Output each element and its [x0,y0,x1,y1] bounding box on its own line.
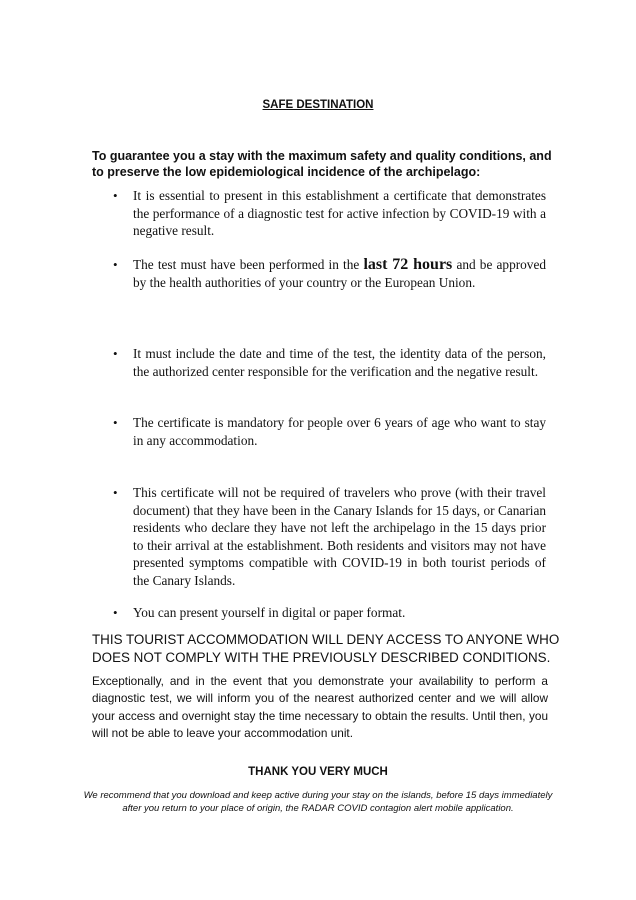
bullet-text: It must include the date and time of the test, the identity data of the person, the authorized center responsible for the verification and the negative result. [133,346,546,379]
bullet-icon: • [113,257,118,272]
document-title: SAFE DESTINATION [262,99,374,111]
bullet-item [113,604,546,622]
bullet-text-start: The test must have been performed in the [133,257,364,272]
bullet-icon: • [113,346,118,361]
bullet-text: It is essential to present in this establishment a certificate that demonstrates the performance of a diagnostic test for active infection by COVID-19 with a negative result. [133,188,546,238]
recommendation-note: We recommend that you download and keep active during your stay on the islands, before 15 days immediately after you return to your place of origin, the RADAR COVID contagion alert mobile application. [83,790,553,814]
bullet-icon: • [113,485,118,500]
exception-paragraph: Exceptionally, and in the event that you demonstrate your availability to perform a diagnostic test, we will inform you of the nearest authorized center and we will allow your access and overnight stay the time necessary to obtain the results. Until then, you will not be able to leave your accommodation unit. [92,674,548,740]
thank-you-heading: THANK YOU VERY MUCH [248,766,388,778]
bullet-item [113,187,546,240]
highlight-72-hours: last 72 hours [363,256,453,273]
bullet-text: You can present yourself in digital or paper format. [133,605,406,620]
bullet-icon: • [113,605,118,620]
intro-paragraph: To guarantee you a stay with the maximum safety and quality conditions, and to preserve the low epidemiological incidence of the archipelago: [92,149,552,179]
bullet-item [113,256,546,291]
warning-notice: THIS TOURIST ACCOMMODATION WILL DENY ACCESS TO ANYONE WHO DOES NOT COMPLY WITH THE PREVIOUSLY DESCRIBED CONDITIONS. [92,632,560,665]
bullet-icon: • [113,188,118,203]
bullet-text: The certificate is mandatory for people over 6 years of age who want to stay in any accommodation. [133,415,546,448]
bullet-text: This certificate will not be required of travelers who prove (with their travel document) that they have been in the Canary Islands for 15 days, or Canarian residents who declare they have not left the archipelago in the 15 days prior to their arrival at the establishment. Both residents and visitors may not have presented symptoms compatible with COVID-19 in both tourist periods of the Canary Islands. [133,485,546,588]
bullet-item [113,484,546,589]
bullet-text-end: and be approved by the health authorities of your country or the European Union. [133,257,546,290]
bullet-item [113,414,546,449]
bullet-text [133,256,546,291]
bullet-icon: • [113,415,118,430]
bullet-item [113,345,546,380]
